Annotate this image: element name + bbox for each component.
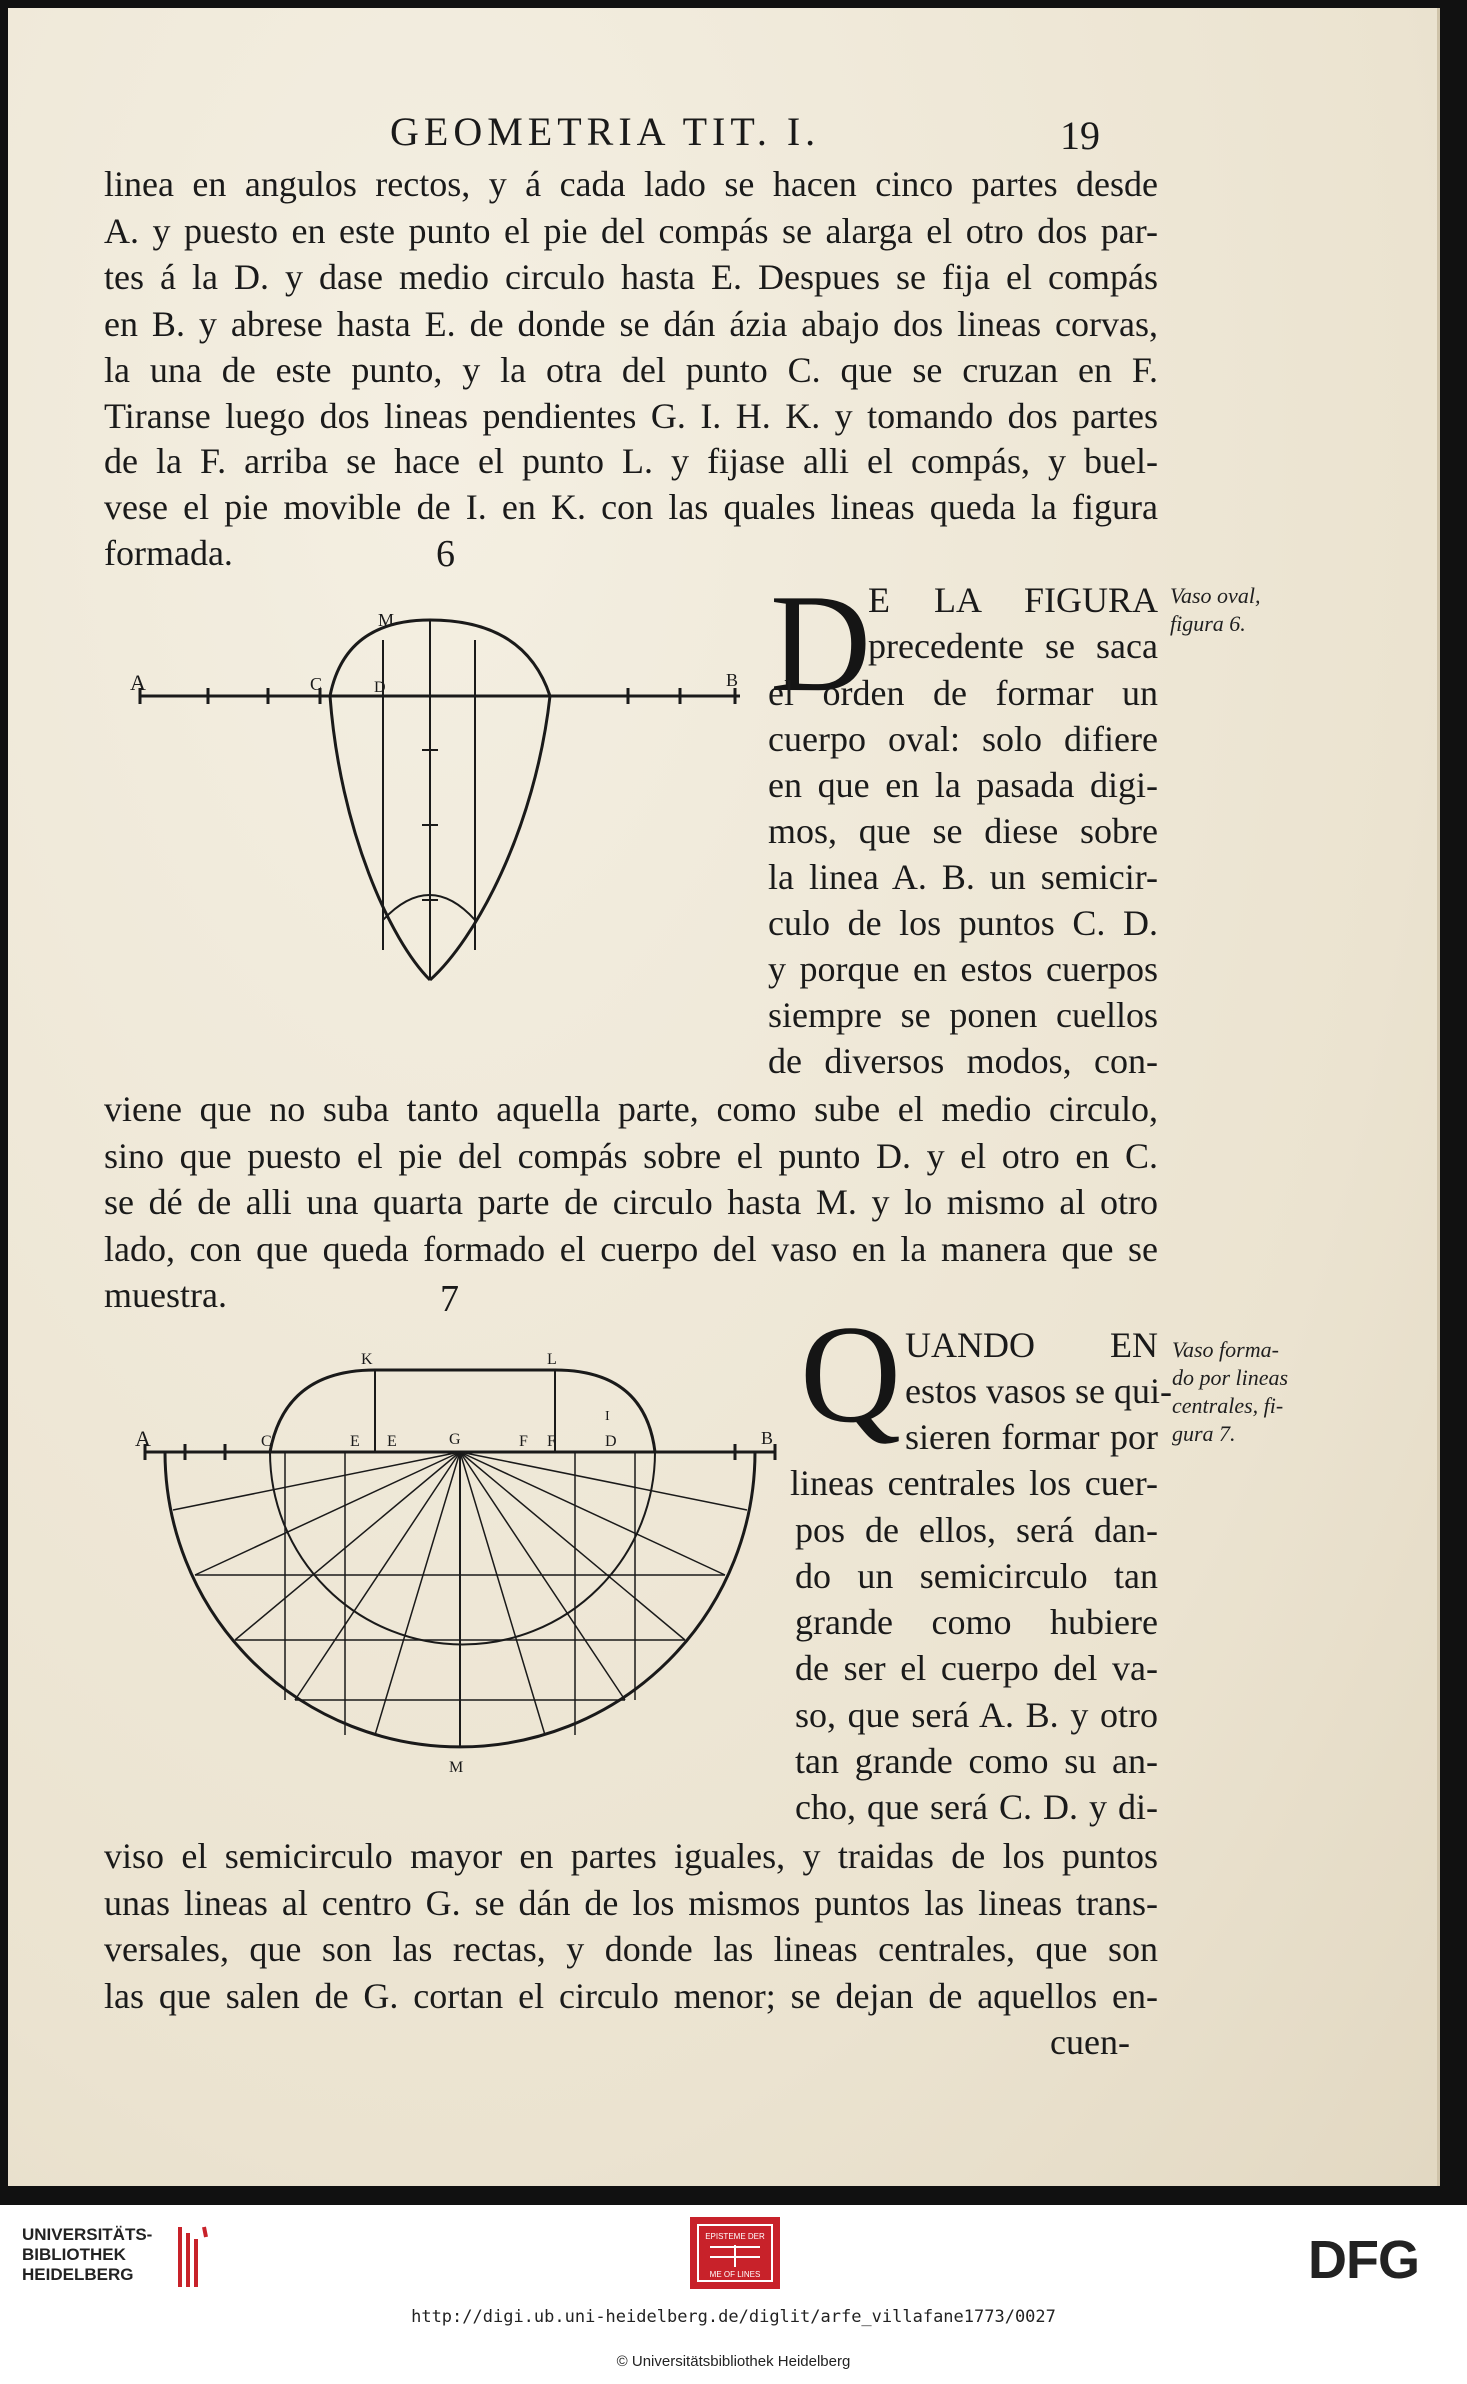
text-line: la una de este punto, y la otra del punto C. que se cruzan en F. xyxy=(104,350,1158,390)
text-line: el orden de formar un xyxy=(768,673,1158,713)
figure-7-number: 7 xyxy=(440,1278,459,1320)
fig7-label-b: B xyxy=(761,1428,774,1448)
text-line: se dé de alli una quarta parte de circulo hasta M. y lo mismo al otro xyxy=(104,1182,1158,1222)
margin-note-line: do por lineas xyxy=(1172,1365,1289,1390)
fig7-label-e1: E xyxy=(350,1433,360,1450)
epi-logo-text-bottom: ME OF LINES xyxy=(709,2270,761,2279)
text-line: tan grande como su an- xyxy=(795,1741,1158,1781)
margin-note-line: figura 6. xyxy=(1170,611,1246,636)
margin-note-line: Vaso forma- xyxy=(1172,1337,1279,1362)
figure-7-central-lines-vase xyxy=(135,1340,785,1790)
permalink-url[interactable]: http://digi.ub.uni-heidelberg.de/diglit/arfe_villafane1773/0027 xyxy=(411,2307,1056,2327)
text-line: cuerpo oval: solo difiere xyxy=(768,719,1158,759)
margin-note-line: gura 7. xyxy=(1172,1421,1236,1446)
fig7-label-c: C xyxy=(261,1433,272,1450)
catchword: cuen- xyxy=(1050,2022,1130,2062)
text-line: cho, que será C. D. y di- xyxy=(795,1787,1158,1827)
fig6-left-curve xyxy=(330,696,430,980)
dropcap-d: D xyxy=(770,566,872,721)
text-line: sino que puesto el pie del compás sobre el punto D. y el otro en C. xyxy=(104,1136,1158,1176)
margin-note-lineas-centrales xyxy=(1172,1336,1288,1448)
text-line: vese el pie movible de I. en K. con las quales lineas queda la figura xyxy=(104,487,1158,527)
figure-6-number: 6 xyxy=(436,533,455,575)
text-line: Tiranse luego dos lineas pendientes G. I. H. K. y tomando dos partes xyxy=(104,396,1158,436)
text-line: de diversos modos, con- xyxy=(768,1041,1158,1081)
episteme-logo[interactable] xyxy=(690,2217,780,2289)
text-line: culo de los puntos C. D. xyxy=(768,903,1158,943)
text-line: de la F. arriba se hace el punto L. y fijase alli el compás, y buel- xyxy=(104,441,1158,481)
fig6-label-m: M xyxy=(378,610,395,630)
text-line: sieren formar por xyxy=(905,1417,1158,1457)
page-number: 19 xyxy=(1060,113,1100,158)
text-line: precedente se saca xyxy=(868,626,1158,666)
library-name-line: HEIDELBERG xyxy=(22,2265,134,2284)
fig6-top-arc xyxy=(330,620,550,696)
margin-note-vaso-oval xyxy=(1170,582,1260,638)
text-line: muestra. xyxy=(104,1275,227,1315)
library-name-line: BIBLIOTHEK xyxy=(22,2245,126,2264)
text-line: lineas centrales los cuer- xyxy=(790,1463,1158,1503)
text-line: de ser el cuerpo del va- xyxy=(795,1648,1158,1688)
margin-note-line: centrales, fi- xyxy=(1172,1393,1284,1418)
text-line: siempre se ponen cuellos xyxy=(768,995,1158,1035)
fig7-label-l: L xyxy=(547,1351,557,1368)
fig6-label-a: A xyxy=(130,670,146,695)
running-title: GEOMETRIA TIT. I. xyxy=(390,109,821,154)
text-line: grande como hubiere xyxy=(795,1602,1158,1642)
text-line: linea en angulos rectos, y á cada lado se hacen cinco partes desde xyxy=(104,164,1158,204)
fig7-label-i: I xyxy=(605,1409,610,1424)
text-line: do un semicirculo tan xyxy=(795,1556,1158,1596)
text-line: estos vasos se qui- xyxy=(905,1371,1172,1411)
fig7-label-g: G xyxy=(449,1431,461,1448)
text-line: la linea A. B. un semicir- xyxy=(768,857,1158,897)
text-line: mos, que se diese sobre xyxy=(768,811,1158,851)
copyright-notice: © Universitätsbibliothek Heidelberg xyxy=(616,2353,851,2370)
text-line: tes á la D. y dase medio circulo hasta E. Despues se fija el compás xyxy=(104,257,1158,297)
library-name-line: UNIVERSITÄTS- xyxy=(22,2225,153,2244)
text-line: E LA FIGURA xyxy=(868,580,1158,620)
fig7-label-a: A xyxy=(135,1426,151,1451)
fig7-label-f2: F xyxy=(547,1433,556,1450)
epi-logo-text-top: EPISTEME DER xyxy=(705,2232,765,2241)
fig7-label-f1: F xyxy=(519,1433,528,1450)
dropcap-q: Q xyxy=(800,1297,902,1452)
text-line: A. y puesto en este punto el pie del compás se alarga el otro dos par- xyxy=(104,211,1158,251)
fig7-top-shoulder xyxy=(270,1370,655,1452)
margin-note-line: Vaso oval, xyxy=(1170,583,1261,608)
dfg-logo[interactable]: DFG xyxy=(1308,2230,1419,2290)
library-mark-icon xyxy=(178,2223,208,2291)
fig6-right-curve xyxy=(430,696,550,980)
text-line: UANDO EN xyxy=(905,1325,1158,1365)
fig6-label-d: D xyxy=(374,679,386,696)
fig7-label-d: D xyxy=(605,1433,617,1450)
text-line: versales, que son las rectas, y donde las lineas centrales, que son xyxy=(104,1929,1158,1969)
text-line: las que salen de G. cortan el circulo menor; se dejan de aquellos en- xyxy=(104,1976,1158,2016)
text-line: en B. y abrese hasta E. de donde se dán ázia abajo dos lineas corvas, xyxy=(104,304,1158,344)
text-line: en que en la pasada digi- xyxy=(768,765,1158,805)
text-line: y porque en estos cuerpos xyxy=(768,949,1158,989)
fig6-label-c: C xyxy=(310,674,323,694)
text-line: viene que no suba tanto aquella parte, como sube el medio circulo, xyxy=(104,1089,1158,1129)
text-line: lado, con que queda formado el cuerpo del vaso en la manera que se xyxy=(104,1229,1158,1269)
footer xyxy=(0,2205,1467,2384)
fig7-label-e2: E xyxy=(387,1433,397,1450)
university-library-logo[interactable] xyxy=(22,2225,152,2285)
text-line: unas lineas al centro G. se dán de los mismos puntos las lineas trans- xyxy=(104,1883,1158,1923)
text-line: formada. xyxy=(104,533,233,573)
text-line: viso el semicirculo mayor en partes iguales, y traidas de los puntos xyxy=(104,1836,1158,1876)
text-line: so, que será A. B. y otro xyxy=(795,1695,1158,1735)
fig6-label-b: B xyxy=(726,670,739,690)
text-line: pos de ellos, será dan- xyxy=(795,1510,1158,1550)
fig7-small-semicircle xyxy=(270,1452,655,1645)
fig7-label-k: K xyxy=(361,1351,373,1368)
fig7-label-m: M xyxy=(449,1759,464,1776)
figure-6-oval-vase xyxy=(130,600,760,1000)
